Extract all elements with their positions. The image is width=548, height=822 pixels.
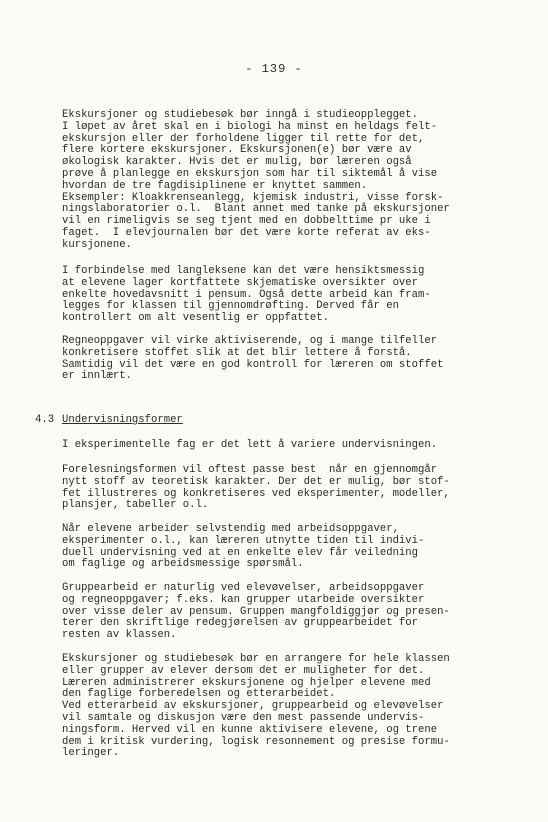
text-line: Gruppearbeid er naturlig ved elevøvelser, arbeidsoppgaver (62, 582, 425, 594)
text-line: Ekskursjoner og studiebesøk bør en arrangere for hele klassen (62, 653, 450, 665)
text-line: nytt stoff av teoretisk karakter. Der det er mulig, bør stof- (62, 475, 450, 488)
text-line: om faglige og arbeidsmessige spørsmål. (62, 558, 304, 571)
text-line: Ekskursjoner og studiebesøk bør inngå i studieopplegget. (62, 109, 419, 121)
text-line: enkelte hovedavsnitt i pensum. Også dette arbeid kan fram- (62, 288, 431, 301)
text-line: den faglige forberedelsen og etterarbeidet. (62, 688, 336, 701)
paragraph-variation (62, 440, 522, 452)
section-number: 4.3 (35, 414, 55, 426)
text-line: duell undervisning ved at en enkelte elev får veiledning (62, 546, 419, 559)
text-line: I forbindelse med langleksene kan det være hensiktsmessig (62, 265, 425, 277)
paragraph-calculation-tasks (62, 336, 522, 383)
paragraph-group-work (62, 583, 522, 642)
text-line: flere kortere ekskursjoner. Ekskursjonen(e) bør være av (62, 144, 412, 157)
text-line: ekskursjon eller der forholdene ligger til rette for det, (62, 132, 425, 145)
text-line: og regneoppgaver; f.eks. kan grupper utarbeide oversikter (62, 593, 425, 606)
text-line: ningslaboratorier o.l. Blant annet med tanke på ekskursjoner (62, 203, 450, 216)
text-line: økologisk karakter. Hvis det er mulig, bør læreren også (62, 156, 412, 169)
text-line: dem i kritisk vurdering, logisk resonnement og presise formu- (62, 735, 450, 748)
text-line: Ved etterarbeid av ekskursjoner, gruppearbeid og elevøvelser (62, 700, 444, 713)
text-line: er innlært. (62, 370, 132, 383)
text-line: resten av klassen. (62, 629, 177, 642)
text-line: Når elevene arbeider selvstendig med arbeidsoppgaver, (62, 523, 399, 535)
text-line: eksperimenter o.l., kan læreren utnytte tiden til indivi- (62, 534, 425, 547)
text-line: over visse deler av pensum. Gruppen mangfoldiggjør og presen- (62, 605, 450, 618)
text-line: faget. I elevjournalen bør det være korte referat av eks- (62, 226, 431, 239)
text-line: hvordan de tre fagdisiplinene er knyttet sammen. (62, 179, 368, 192)
paragraph-lecture-form (62, 465, 522, 512)
text-line: prøve å planlegge en ekskursjon som har til siktemål å vise (62, 167, 438, 180)
text-line: I eksperimentelle fag er det lett å variere undervisningen. (62, 439, 438, 451)
text-line: leringer. (62, 747, 120, 760)
paragraph-class-excursions (62, 654, 522, 760)
text-line: terer den skriftlige redegjørelsen av gruppearbeidet for (62, 617, 419, 630)
text-line: Forelesningsformen vil oftest passe best når en gjennomgår (62, 464, 438, 476)
text-line: eller grupper av elever dersom det er muligheter for det. (62, 664, 425, 677)
text-line: vil en rimeligvis se seg tjent med en dobbelttime pr uke i (62, 215, 431, 228)
text-line: Samtidig vil det være en god kontroll for læreren om stoffet (62, 358, 444, 371)
section-title: Undervisningsformer (62, 414, 183, 426)
paragraph-excursions (62, 110, 522, 252)
paragraph-overviews (62, 266, 522, 325)
text-line: Læreren administrerer ekskursjonene og hjelper elevene med (62, 676, 431, 689)
text-line: konkretisere stoffet slik at det blir lettere å forstå. (62, 346, 412, 359)
text-line: vil samtale og diskusjon være den mest passende undervis- (62, 711, 425, 724)
page-number: - 139 - (245, 62, 303, 76)
text-line: plansjer, tabeller o.l. (62, 499, 209, 512)
text-line: Eksempler: Kloakkrenseanlegg, kjemisk industri, visse forsk- (62, 191, 444, 204)
text-line: ningsform. Herved vil en kunne aktivisere elevene, og trene (62, 723, 438, 736)
text-line: I løpet av året skal en i biologi ha minst en heldags felt- (62, 120, 438, 133)
text-line: Regneoppgaver vil virke aktiviserende, og i mange tilfeller (62, 335, 438, 347)
paragraph-independent-work (62, 524, 522, 571)
text-line: legges for klassen til gjennomdrøfting. Derved får en (62, 300, 399, 313)
text-line: kontrollert om alt vesentlig er oppfattet. (62, 312, 330, 325)
text-line: kursjonene. (62, 238, 132, 251)
text-line: at elevene lager kortfattete skjematiske oversikter over (62, 276, 419, 289)
text-line: fet illustreres og konkretiseres ved eksperimenter, modeller, (62, 487, 450, 500)
